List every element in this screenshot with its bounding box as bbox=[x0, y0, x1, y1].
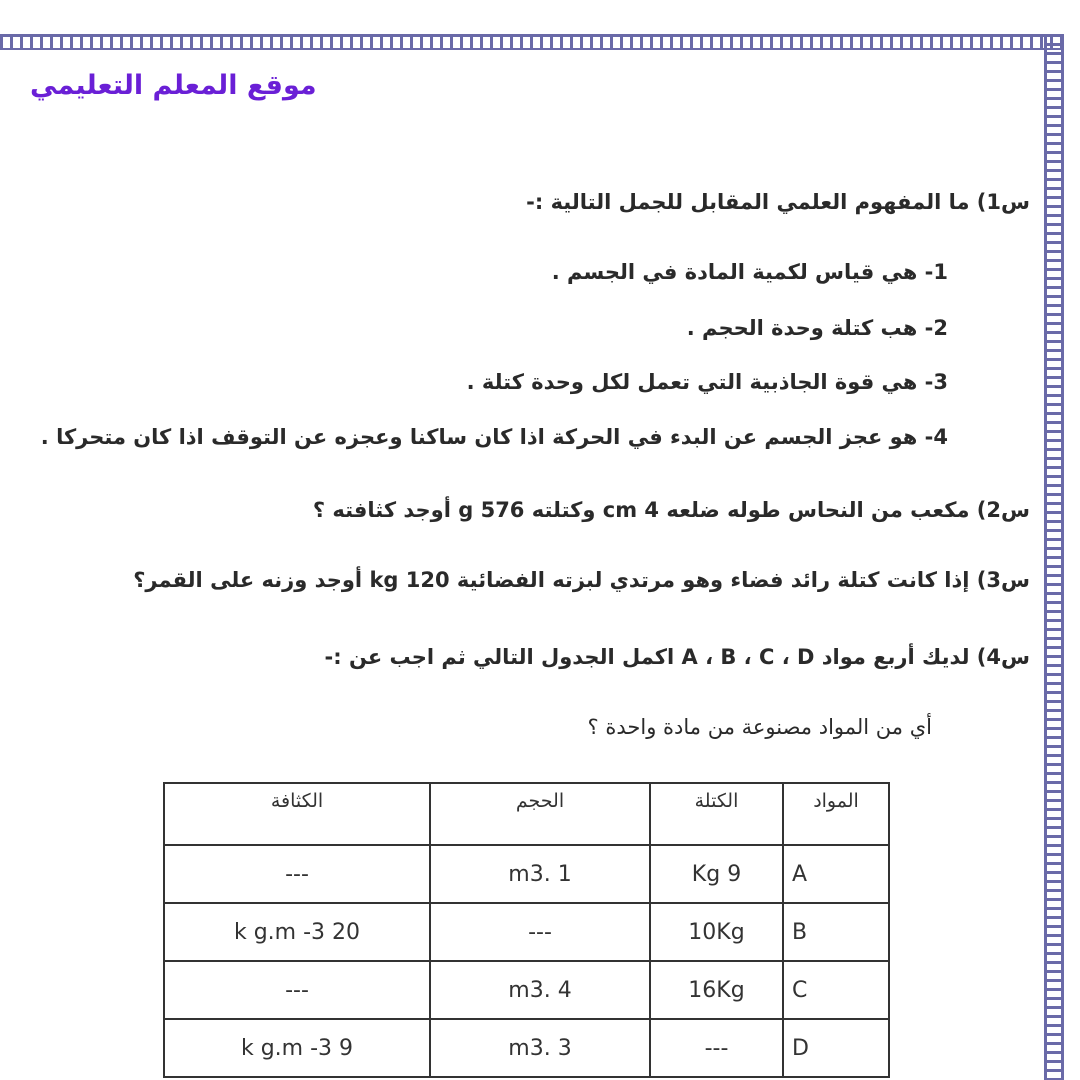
header-density: الكثافة bbox=[164, 783, 430, 845]
table-row bbox=[164, 961, 889, 1019]
site-title: موقع المعلم التعليمي bbox=[30, 70, 317, 101]
table-row bbox=[164, 845, 889, 903]
cell-material: A bbox=[783, 845, 889, 903]
materials-table bbox=[163, 782, 890, 1078]
cell-mass: 9 Kg bbox=[650, 845, 783, 903]
question-1-title: س1) ما المفهوم العلمي المقابل للجمل التالية :- bbox=[526, 190, 1030, 214]
cell-material: B bbox=[783, 903, 889, 961]
question-1-item: 1- هي قياس لكمية المادة في الجسم . bbox=[551, 260, 948, 284]
cell-density: --- bbox=[164, 845, 430, 903]
cell-volume: --- bbox=[430, 903, 650, 961]
question-4: س4) لديك أربع مواد A ، B ، C ، D اكمل الجدول التالي ثم اجب عن :- bbox=[324, 645, 1030, 669]
question-1-item: 2- هب كتلة وحدة الحجم . bbox=[686, 316, 948, 340]
table-row bbox=[164, 1019, 889, 1077]
cell-material: C bbox=[783, 961, 889, 1019]
cell-density: 9 k g.m -3 bbox=[164, 1019, 430, 1077]
question-4-sub: أي من المواد مصنوعة من مادة واحدة ؟ bbox=[587, 715, 932, 739]
question-1-item: 3- هي قوة الجاذبية التي تعمل لكل وحدة كتلة . bbox=[466, 370, 948, 394]
question-3: س3) إذا كانت كتلة رائد فضاء وهو مرتدي لبزته الفضائية 120 kg أوجد وزنه على القمر؟ bbox=[133, 568, 1030, 592]
decorative-border-right bbox=[1044, 34, 1064, 1080]
decorative-border-top bbox=[0, 34, 1062, 50]
header-volume: الحجم bbox=[430, 783, 650, 845]
question-2: س2) مكعب من النحاس طوله ضلعه 4 cm وكتلته 576 g أوجد كثافته ؟ bbox=[312, 498, 1030, 522]
cell-density: --- bbox=[164, 961, 430, 1019]
cell-volume: 1 .m3 bbox=[430, 845, 650, 903]
cell-density: 20 k g.m -3 bbox=[164, 903, 430, 961]
cell-material: D bbox=[783, 1019, 889, 1077]
header-material: المواد bbox=[783, 783, 889, 845]
cell-mass: 10Kg bbox=[650, 903, 783, 961]
cell-volume: 4 .m3 bbox=[430, 961, 650, 1019]
table-header-row bbox=[164, 783, 889, 845]
cell-volume: 3 .m3 bbox=[430, 1019, 650, 1077]
question-1-item: 4- هو عجز الجسم عن البدء في الحركة اذا كان ساكنا وعجزه عن التوقف اذا كان متحركا . bbox=[40, 425, 948, 449]
table-row bbox=[164, 903, 889, 961]
cell-mass: --- bbox=[650, 1019, 783, 1077]
header-mass: الكتلة bbox=[650, 783, 783, 845]
cell-mass: 16Kg bbox=[650, 961, 783, 1019]
